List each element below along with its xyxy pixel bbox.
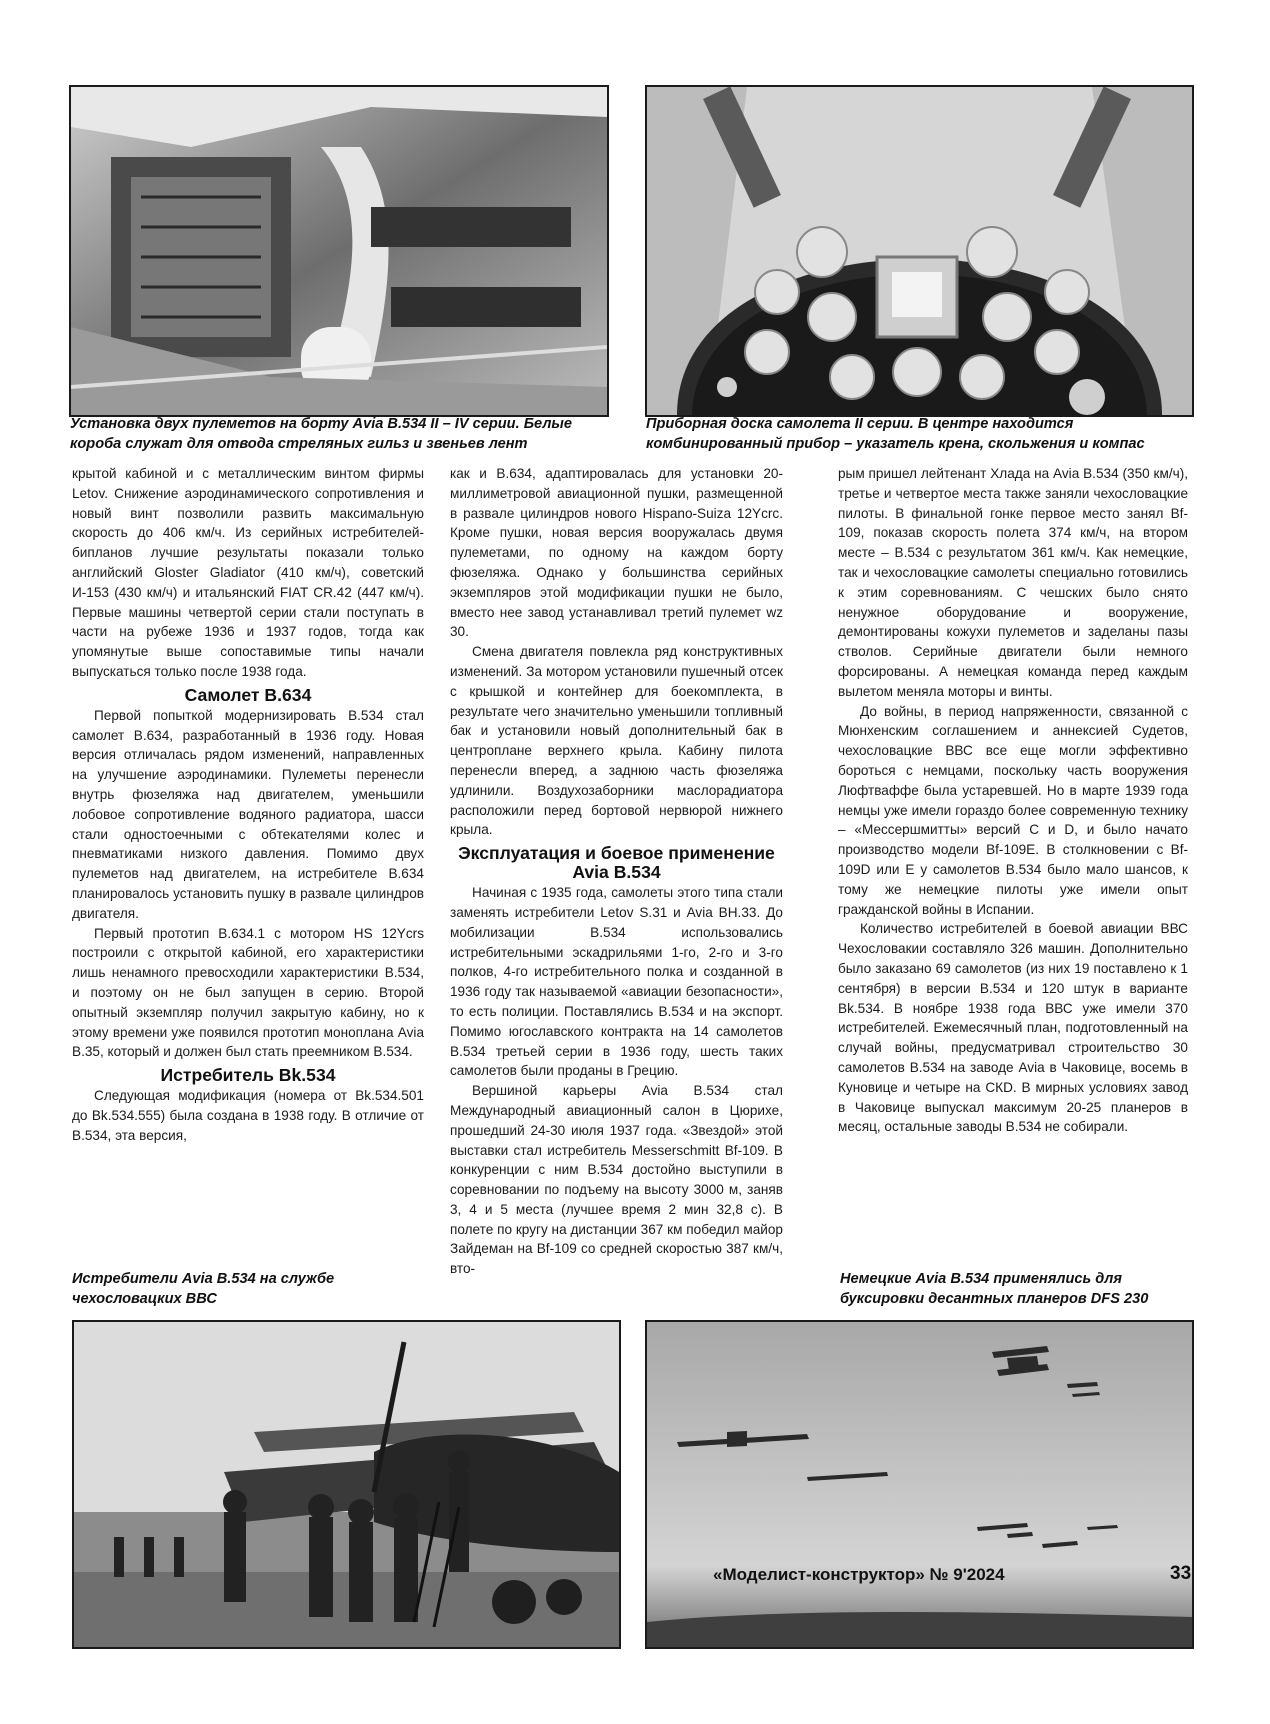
paragraph: Следующая модификация (номера от Bk.534.501 до Bk.534.555) была создана в 1938 году. В отличие от B.534, эта версия, bbox=[72, 1088, 424, 1143]
paragraph: Начиная с 1935 года, самолеты этого типа стали заменять истребители Letov S.31 и Avia BH.33. До мобилизации B.534 использовались истребительными эскадрильями 1-го, 2-го и 3-го полков, 4-го истребительного полка и созданной в 1936 году так называемой «авиации безопасности», то есть полиции. Поставлялись B.534 и на экспорт. Помимо югославского контракта на 14 самолетов B.534 третьей серии в 1936 году, шесть таких самолетов были проданы в Грецию. bbox=[450, 885, 783, 1079]
text-column-2 bbox=[450, 464, 783, 1279]
caption-top-left: Установка двух пулеметов на борту Avia B.534 II – IV серии. Белые короба служат для отвода стреляных гильз и звеньев лент bbox=[70, 416, 572, 452]
caption-top-right: Приборная доска самолета II серии. В центре находится комбинированный прибор – указатель крена, скольжения и компас bbox=[646, 416, 1145, 452]
section-heading-operations: Эксплуатация и боевое применение Avia B.534 bbox=[458, 843, 775, 883]
paragraph: как и B.634, адаптировалась для установки 20-миллиметровой авиационной пушки, размещенной в развале цилиндров нового Hispano-Suiza 12Ycrc. Кроме пушки, новая версия вооружалась двумя пулеметами, по одному на каждом борту фюзеляжа. Однако у большинства серийных экземпляров этой модификации пушки не было, вместо нее завод устанавливал третий пулемет wz 30. bbox=[450, 466, 783, 640]
paragraph: Первой попыткой модернизировать B.534 стал самолет B.634, разработанный в 1936 году. Новая версия отличалась рядом изменений, направленных на улучшение аэродинамики. Пулеметы перенесли внутрь фюзеляжа над двигателем, уменьшили лобовое сопротивление водяного радиатора, шасси стали одностоечными с обтекателями колес и пневматиками низкого давления. Помимо двух пулеметов над двигателем, на истребителе B.634 планировалось установить пушку в развале цилиндров двигателя. bbox=[72, 707, 424, 921]
magazine-title: «Моделист-конструктор» № 9'2024 bbox=[713, 1565, 1005, 1584]
paragraph: Первый прототип B.634.1 с мотором HS 12Ycrs построили с открытой кабиной, его характеристики лишь ненамного превосходили характеристики B.534, и поэтому он не был запущен в серию. Второй опытный экземпляр получил закрытую кабину, но к этому времени уже появился прототип моноплана Avia B.35, который и должен был стать преемником B.534. bbox=[72, 925, 424, 1060]
photo-machine-gun-installation bbox=[69, 85, 609, 417]
caption-bottom-left: Истребители Avia B.534 на службе чехословацких ВВС bbox=[72, 1271, 335, 1307]
paragraph: крытой кабиной и с металлическим винтом фирмы Letov. Снижение аэродинамического сопротивления и новый винт позволили развить максимальную скорость до 406 км/ч. Из серийных истребителей-бипланов лучшие результаты показали только английский Gloster Gladiator (410 км/ч), советский И-153 (430 км/ч) и итальянский FIAT CR.42 (447 км/ч). Первые машины четвертой серии стали поступать в части на рубеже 1936 и 1937 годов, тогда как упомянутые выше сопоставимые типы начали выпускаться только после 1938 года. bbox=[72, 466, 424, 679]
section-heading-b634: Самолет B.634 bbox=[184, 684, 312, 705]
paragraph: Количество истребителей в боевой авиации ВВС Чехословакии составляло 326 машин. Дополнительно было заказано 69 самолетов (из них 19 поставлено к 1 сентября) в версии B.534 и 120 штук в варианте Bk.534. В ноябре 1938 года ВВС уже имели 370 истребителей. Ежемесячный план, подготовленный на случай войны, предусматривал строительство 30 самолетов B.534 на заводе Avia в Чаковице, восемь в Куновице и четыре на СКD. В мирных условиях завод в Чаковице выпускал максимум 20-25 планеров в месяц, остальные заводы B.534 не собирали. bbox=[838, 921, 1188, 1135]
paragraph: Вершиной карьеры Avia B.534 стал Международный авиационный салон в Цюрихе, прошедший 24-30 июля 1937 года. «Звездой» этой выставки стал истребитель Messerschmitt Bf-109. В конкуренции с ним B.534 достойно выступили в соревновании по подъему на высоту 3000 м, заняв 3, 4 и 5 места (лучшее время 2 мин 32,8 с). В полете по кругу на дистанции 367 км победил майор Зайдеман на Bf-109 со средней скоростью 387 км/ч, вто- bbox=[450, 1083, 783, 1277]
photo-czechoslovak-fighters bbox=[72, 1320, 621, 1649]
text-column-1 bbox=[72, 464, 424, 1146]
text-column-3 bbox=[838, 464, 1188, 1137]
caption-bottom-right: Немецкие Avia B.534 применялись для буксировки десантных планеров DFS 230 bbox=[840, 1271, 1149, 1307]
paragraph: рым пришел лейтенант Хлада на Avia B.534 (350 км/ч), третье и четвертое места также заняли чехословацкие пилоты. В финальной гонке первое место занял Bf-109, показав скорость полета 374 км/ч, на втором месте – B.534 с результатом 361 км/ч. Как немецкие, так и чехословацкие самолеты специально готовились к этим соревнованиям. С чешских было снято ненужное оборудование и вооружение, демонтированы кожухи пулеметов и заделаны пазы стволов. Серийные двигатели были немного форсированы. А немецкая команда перед каждым вылетом меняла моторы и винты. bbox=[838, 466, 1188, 699]
photo-instrument-panel bbox=[645, 85, 1194, 417]
paragraph: Смена двигателя повлекла ряд конструктивных изменений. За мотором установили пушечный отсек с крышкой и контейнер для боекомплекта, в результате чего значительно уменьшили топливный бак и установили новый дополнительный бак в центроплане верхнего крыла. Кабину пилота перенесли вперед, а заднюю часть фюзеляжа удлинили. Воздухозаборники маслорадиатора расположили перед бортовой нервюрой нижнего крыла. bbox=[450, 644, 783, 838]
photo-towing-gliders bbox=[645, 1320, 1194, 1649]
section-heading-bk534: Истребитель Bk.534 bbox=[160, 1065, 336, 1086]
paragraph: До войны, в период напряженности, связанной с Мюнхенским соглашением и аннексией Судетов, чехословацкие ВВС все еще могли эффективно бороться с немцами, поскольку часть вооружения Люфтваффе была устаревшей. Но в марте 1939 года немцы уже имели гораздо более современную технику – «Мессершмитты» версий C и D, и было начато производство модели Bf-109E. В столкновении с Bf-109D или E у самолетов B.534 было мало шансов, к тому же немецкие пилоты уже имели опыт гражданской войны в Испании. bbox=[838, 703, 1188, 917]
page-number: 33 bbox=[1170, 1563, 1192, 1584]
